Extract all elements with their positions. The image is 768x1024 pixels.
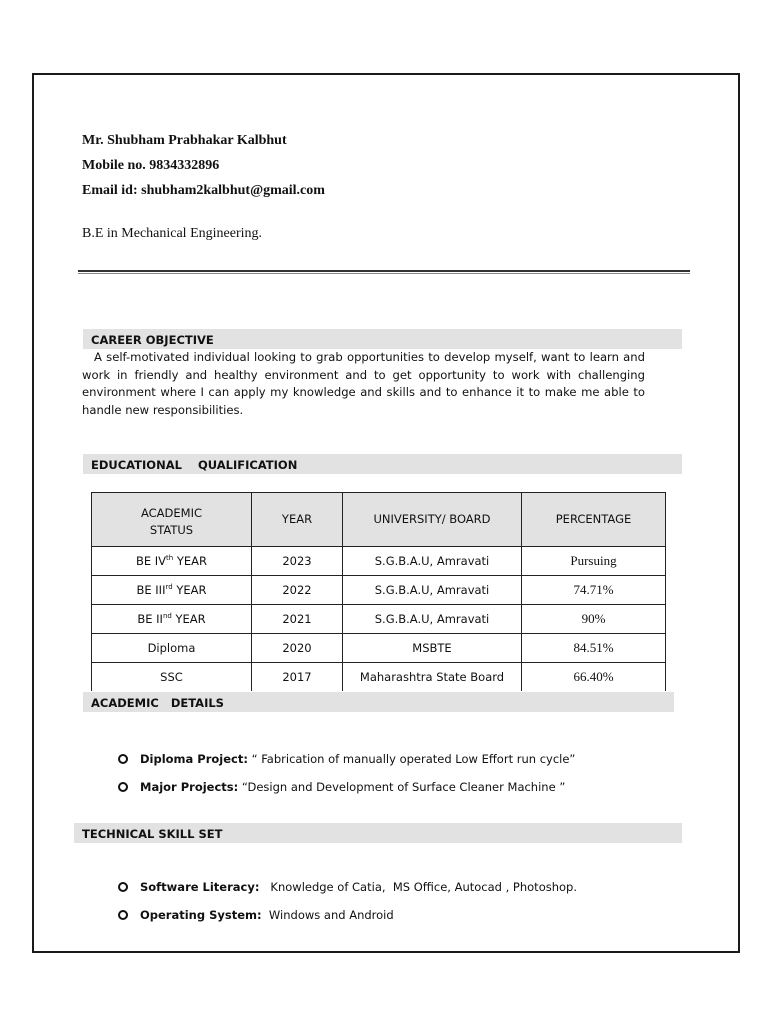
item-label: Operating System: bbox=[140, 908, 262, 922]
cell-year: 2023 bbox=[252, 547, 343, 576]
bullet-icon bbox=[118, 754, 128, 764]
header-divider-shadow bbox=[78, 273, 690, 274]
list-item bbox=[118, 908, 394, 922]
column-header-board: UNIVERSITY/ BOARD bbox=[343, 493, 522, 547]
table-row bbox=[92, 605, 666, 634]
cell-percentage: 84.51% bbox=[522, 634, 666, 663]
career-objective-text: A self-motivated individual looking to grab opportunities to develop myself, want to learn and work in friendly and healthy environment and to get opportunity to work with challenging environment where I can apply my knowledge and skills and to enhance it to make me able to handle new responsibilities. bbox=[82, 350, 645, 417]
column-header-percentage: PERCENTAGE bbox=[522, 493, 666, 547]
bullet-icon bbox=[118, 782, 128, 792]
bullet-icon bbox=[118, 910, 128, 920]
cell-year: 2017 bbox=[252, 663, 343, 692]
mobile-number: Mobile no. 9834332896 bbox=[82, 158, 220, 173]
education-heading: EDUCATIONAL QUALIFICATION bbox=[83, 454, 682, 474]
item-label: Major Projects: bbox=[140, 780, 239, 794]
cell-board: S.G.B.A.U, Amravati bbox=[343, 605, 522, 634]
cell-year: 2022 bbox=[252, 576, 343, 605]
cell-status: BE IVth YEAR bbox=[92, 547, 252, 576]
table-header-row bbox=[92, 493, 666, 547]
cell-status: BE IInd YEAR bbox=[92, 605, 252, 634]
cell-status: BE IIIrd YEAR bbox=[92, 576, 252, 605]
column-header-academic-status: ACADEMIC STATUS bbox=[92, 493, 252, 547]
cell-percentage: 90% bbox=[522, 605, 666, 634]
item-label: Software Literacy: bbox=[140, 880, 260, 894]
candidate-name: Mr. Shubham Prabhakar Kalbhut bbox=[82, 133, 287, 148]
table-row bbox=[92, 663, 666, 692]
header-divider bbox=[78, 270, 690, 272]
table-row bbox=[92, 634, 666, 663]
technical-skills-heading: TECHNICAL SKILL SET bbox=[74, 823, 682, 843]
cell-status: SSC bbox=[92, 663, 252, 692]
item-value: “ Fabrication of manually operated Low Effort run cycle” bbox=[247, 752, 576, 766]
list-item bbox=[118, 780, 565, 794]
academic-details-heading: ACADEMIC DETAILS bbox=[83, 692, 674, 712]
education-table bbox=[91, 492, 666, 691]
cell-year: 2021 bbox=[252, 605, 343, 634]
cell-board: Maharashtra State Board bbox=[343, 663, 522, 692]
degree: B.E in Mechanical Engineering. bbox=[82, 226, 262, 241]
table-row bbox=[92, 576, 666, 605]
cell-board: MSBTE bbox=[343, 634, 522, 663]
cell-status: Diploma bbox=[92, 634, 252, 663]
list-item bbox=[118, 752, 575, 766]
bullet-icon bbox=[118, 882, 128, 892]
career-objective-heading: CAREER OBJECTIVE bbox=[83, 329, 682, 349]
list-item bbox=[118, 880, 577, 894]
cell-percentage: Pursuing bbox=[522, 547, 666, 576]
item-value: Knowledge of Catia, MS Office, Autocad , Photoshop. bbox=[259, 880, 577, 894]
item-value: “Design and Development of Surface Cleaner Machine ” bbox=[238, 780, 566, 794]
cell-percentage: 74.71% bbox=[522, 576, 666, 605]
email-address: Email id: shubham2kalbhut@gmail.com bbox=[82, 183, 325, 198]
table-row bbox=[92, 547, 666, 576]
cell-board: S.G.B.A.U, Amravati bbox=[343, 576, 522, 605]
item-value: Windows and Android bbox=[261, 908, 394, 922]
item-label: Diploma Project: bbox=[140, 752, 248, 766]
column-header-year: YEAR bbox=[252, 493, 343, 547]
cell-percentage: 66.40% bbox=[522, 663, 666, 692]
cell-board: S.G.B.A.U, Amravati bbox=[343, 547, 522, 576]
cell-year: 2020 bbox=[252, 634, 343, 663]
